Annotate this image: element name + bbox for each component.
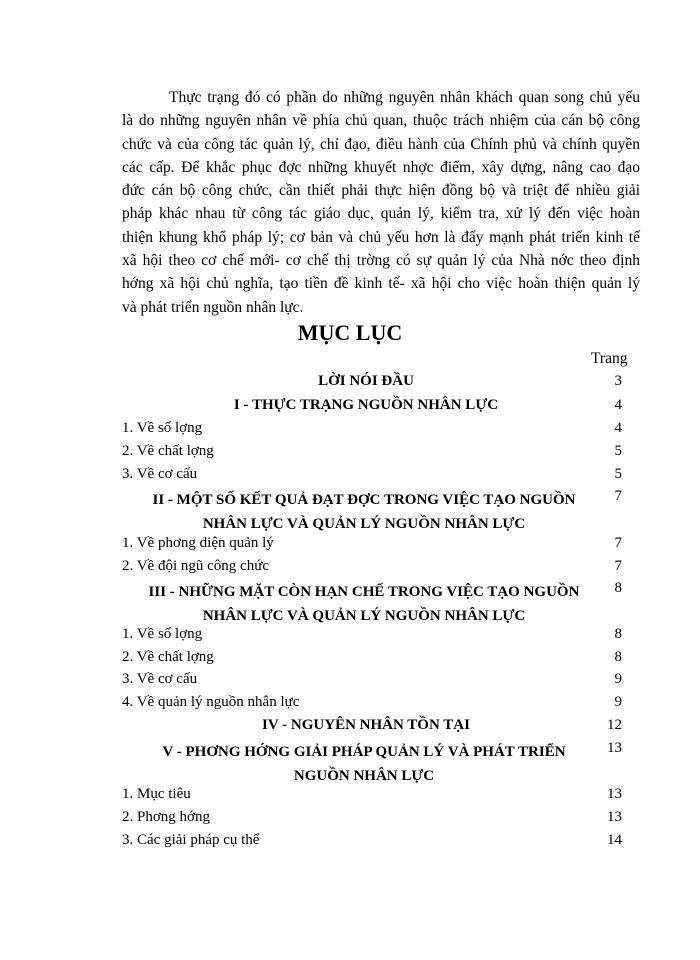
toc-entry-label: 2. Về chất lợng bbox=[122, 649, 214, 665]
toc-entry-page: 13 bbox=[607, 740, 622, 756]
toc-entry bbox=[122, 535, 622, 557]
toc-entry-label: 1. Về phơng diện quản lý bbox=[122, 535, 274, 551]
toc-entry bbox=[122, 626, 622, 648]
intro-paragraph bbox=[122, 86, 640, 319]
toc-entry-label: II - MỘT SỐ KẾT QUẢ ĐẠT ĐỢC TRONG VIỆC TẠO NGUỒN NHÂN LỰC VÀ QUẢN LÝ NGUỒN NHÂN LỰC bbox=[152, 492, 576, 532]
toc-entry-page: 3 bbox=[614, 373, 622, 389]
toc-entry bbox=[122, 832, 622, 854]
toc-entry-label: III - NHỮNG MẶT CÒN HẠN CHẾ TRONG VIỆC TẠO NGUỒN NHÂN LỰC VÀ QUẢN LÝ NGUỒN NHÂN LỰC bbox=[148, 584, 580, 624]
toc-entry-page: 9 bbox=[614, 671, 622, 687]
paragraph-line: xã hội theo cơ chế mới- cơ chế thị trờng có sự quản lý của Nhà nớc theo định bbox=[122, 252, 640, 270]
paragraph-line: thiện khung khổ pháp lý; cơ bản và chủ yếu hơn là đẩy mạnh phát triển kinh tế bbox=[122, 228, 640, 246]
toc-entry-label: 2. Về đội ngũ công chức bbox=[122, 558, 269, 574]
toc-entry bbox=[122, 809, 622, 831]
toc-entry-label: 4. Về quản lý nguồn nhân lực bbox=[122, 694, 300, 710]
paragraph-line: pháp khác nhau từ công tác giáo dục, quản lý, kiểm tra, xử lý đến việc hoàn bbox=[122, 205, 640, 223]
toc-page-header: Trang bbox=[591, 350, 628, 367]
toc-entry bbox=[122, 671, 622, 693]
toc-entry-page: 7 bbox=[614, 488, 622, 504]
toc-entry-label: LỜI NÓI ĐẦU bbox=[318, 373, 414, 389]
toc-entry-page: 12 bbox=[607, 717, 622, 733]
toc-entry-label: 1. Về số lợng bbox=[122, 626, 203, 642]
toc-entry-page: 5 bbox=[614, 466, 622, 482]
toc-entry bbox=[122, 420, 622, 442]
toc-entry bbox=[122, 466, 622, 488]
toc-entry-page: 4 bbox=[614, 397, 622, 413]
toc-entry-page: 9 bbox=[614, 694, 622, 710]
toc-entry-label: V - PHƠNG HỚNG GIẢI PHÁP QUẢN LÝ VÀ PHÁT TRIỂN NGUỒN NHÂN LỰC bbox=[162, 744, 566, 784]
toc-entry-label: 3. Về cơ cấu bbox=[122, 466, 198, 482]
toc-entry-page: 13 bbox=[607, 786, 622, 802]
toc-entry-page: 4 bbox=[614, 420, 622, 436]
paragraph-line: các cấp. Để khắc phục đợc những khuyết nhợc điểm, xây dựng, nâng cao đạo bbox=[122, 158, 640, 176]
toc-entry-page: 5 bbox=[614, 443, 622, 459]
toc-entry-heading bbox=[122, 373, 622, 395]
toc-entry-heading bbox=[122, 580, 622, 628]
toc-entry-label: I - THỰC TRẠNG NGUỒN NHÂN LỰC bbox=[233, 397, 499, 413]
toc-entry-heading bbox=[122, 397, 622, 419]
toc-entry-page: 14 bbox=[607, 832, 622, 848]
toc-entry-label: 3. Về cơ cấu bbox=[122, 671, 198, 687]
toc-entry-heading bbox=[122, 740, 622, 788]
paragraph-line: là do những nguyên nhân về phía chủ quan, thuộc trách nhiệm của cán bộ công bbox=[122, 112, 640, 130]
toc-entry bbox=[122, 558, 622, 580]
toc-entry-page: 7 bbox=[614, 535, 622, 551]
paragraph-line: hớng xã hội chủ nghĩa, tạo tiền đề kinh tế- xã hội cho việc hoàn thiện quản lý bbox=[122, 275, 640, 293]
toc-entry-page: 7 bbox=[614, 558, 622, 574]
toc-entry bbox=[122, 649, 622, 671]
toc-entry-page: 8 bbox=[614, 580, 622, 596]
toc-entry-heading bbox=[122, 488, 622, 536]
toc-entry-label: 3. Các giải pháp cụ thể bbox=[122, 832, 260, 848]
toc-entry bbox=[122, 694, 622, 716]
toc-entry-label: 2. Phơng hớng bbox=[122, 809, 210, 825]
paragraph-line: chức và của công tác quản lý, chỉ đạo, điều hành của Chính phủ và chính quyền bbox=[122, 135, 640, 153]
toc-title: MỤC LỤC bbox=[297, 320, 403, 345]
toc-entry-heading bbox=[122, 717, 622, 739]
toc-entry-label: 2. Về chất lợng bbox=[122, 443, 214, 459]
toc-entry-label: 1. Về số lợng bbox=[122, 420, 203, 436]
paragraph-line: đức cán bộ công chức, cần thiết phải thực hiện đồng bộ và triệt để nhiều giải bbox=[122, 182, 640, 200]
toc-entry-label: IV - NGUYÊN NHÂN TỒN TẠI bbox=[262, 717, 470, 733]
toc-entry-page: 8 bbox=[614, 649, 622, 665]
toc-entry-page: 13 bbox=[607, 809, 622, 825]
toc-entry bbox=[122, 443, 622, 465]
toc-entry-page: 8 bbox=[614, 626, 622, 642]
paragraph-line: Thực trạng đó có phần do những nguyên nhân khách quan song chủ yếu bbox=[169, 89, 640, 106]
toc-entry bbox=[122, 786, 622, 808]
paragraph-line: và phát triển nguồn nhân lực. bbox=[122, 298, 304, 316]
toc-entry-label: 1. Mục tiêu bbox=[122, 786, 191, 802]
